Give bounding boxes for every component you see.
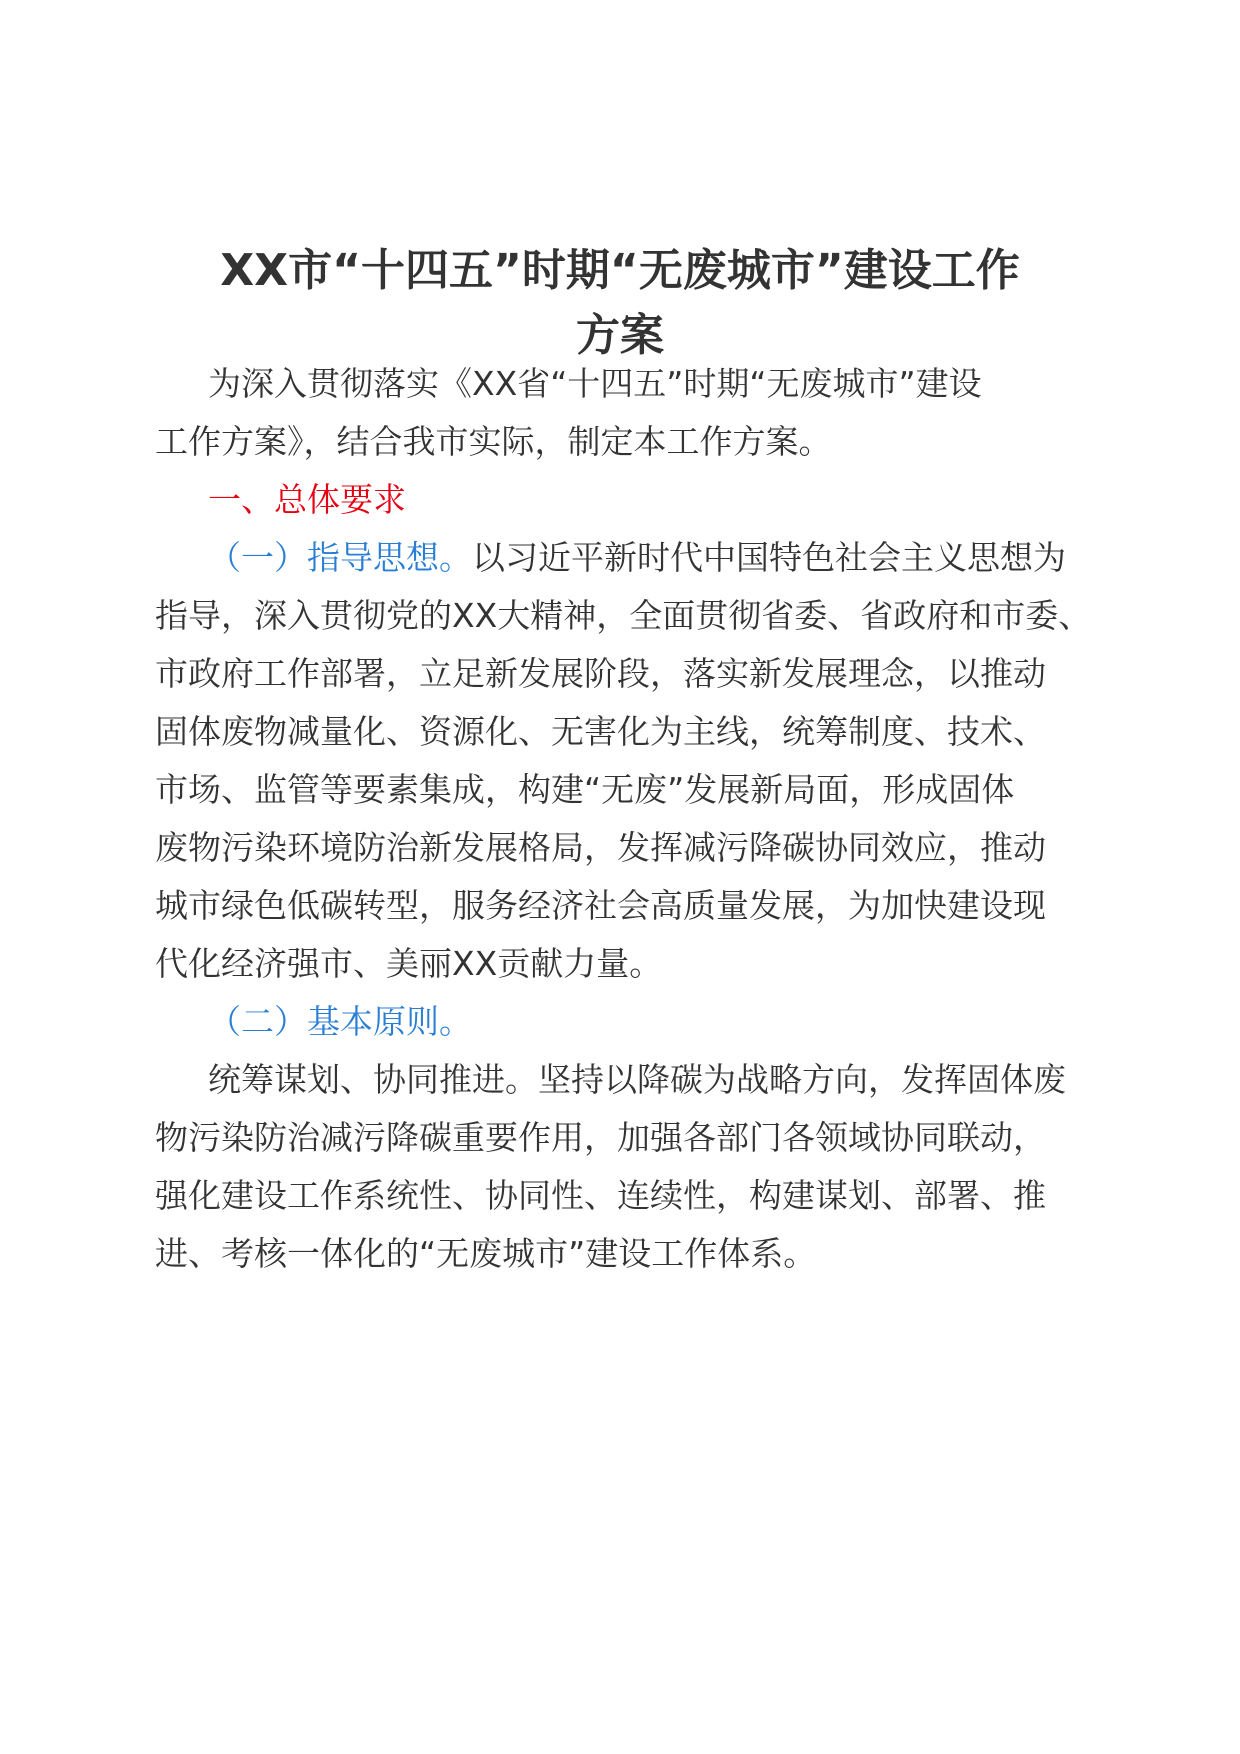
sub2-heading: （二）基本原则。 (208, 1002, 472, 1041)
principle-line-3: 进、考核一体化的“无废城市”建设工作体系。 (155, 1234, 817, 1273)
sub1-line-4: 市场、监管等要素集成，构建“无废”发展新局面，形成固体 (155, 770, 1015, 809)
intro-line-2: 工作方案》，结合我市实际，制定本工作方案。 (155, 422, 832, 461)
sub1-first-line (208, 538, 1066, 578)
sub1-line-3: 固体废物减量化、资源化、无害化为主线，统筹制度、技术、 (155, 712, 1046, 751)
principle-line-2: 强化建设工作系统性、协同性、连续性，构建谋划、部署、推 (155, 1176, 1046, 1215)
intro-line-1: 为深入贯彻落实《XX省“十四五”时期“无废城市”建设 (208, 364, 982, 403)
sub1-line-1: 指导，深入贯彻党的XX大精神，全面贯彻省委、省政府和市委、 (155, 596, 1092, 635)
sub1-line-2: 市政府工作部署，立足新发展阶段，落实新发展理念，以推动 (155, 654, 1046, 693)
principle-line-0: 统筹谋划、协同推进。坚持以降碳为战略方向，发挥固体废 (208, 1060, 1066, 1099)
sub1-line-6: 城市绿色低碳转型，服务经济社会高质量发展，为加快建设现 (155, 886, 1046, 925)
sub1-line-0: 以习近平新时代中国特色社会主义思想为 (472, 538, 1066, 577)
document-title-line1: XX市“十四五”时期“无废城市”建设工作 (220, 245, 1020, 296)
sub1-line-5: 废物污染环境防治新发展格局，发挥减污降碳协同效应，推动 (155, 828, 1046, 867)
sub1-heading: （一）指导思想。 (208, 538, 472, 577)
sub1-line-7: 代化经济强市、美丽XX贡献力量。 (155, 944, 663, 983)
principle-line-1: 物污染防治减污降碳重要作用，加强各部门各领域协同联动， (155, 1118, 1046, 1157)
document-title-line2: 方案 (576, 310, 664, 361)
section1-heading: 一、总体要求 (208, 480, 406, 519)
